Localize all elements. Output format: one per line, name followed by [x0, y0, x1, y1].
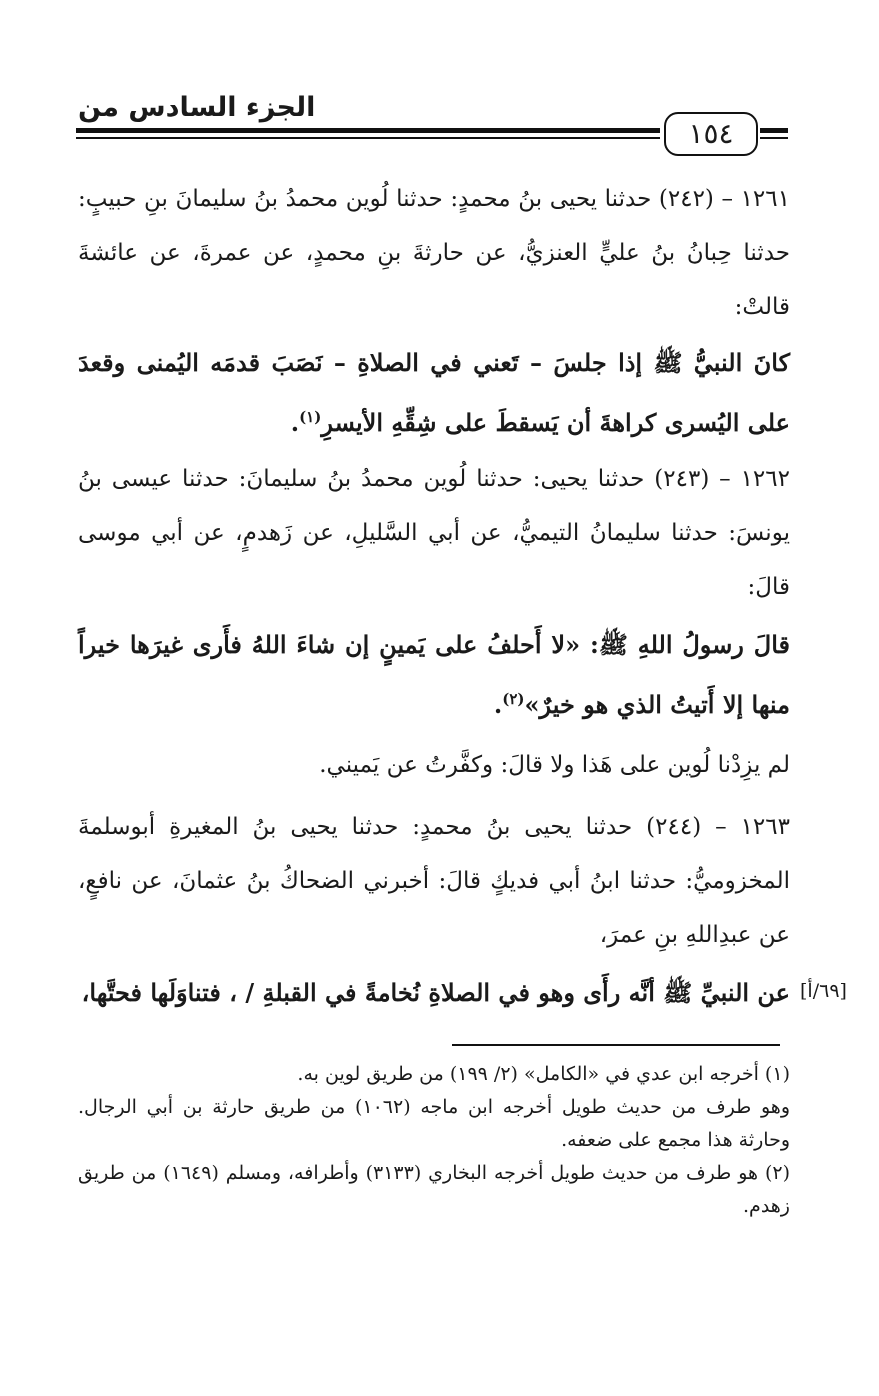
hadith-2-text: قالَ رسولُ اللهِ ﷺ: «لا أَحلفُ على يَمينٍ إن شاءَ اللهُ فأَرى غيرَها خيراً منها إلا أَتيتُ الذي هو خيرٌ»$^{(٢)}$. [78, 630, 790, 719]
footnote-2: (٢) هو طرف من حديث طويل أخرجه البخاري (٣١٣٣) وأطرافه، ومسلم (١٦٤٩) من طريق زهدم. [78, 1162, 790, 1217]
footnote-1: (١) أخرجه ابن عدي في «الكامل» (٢/ ١٩٩) من طريق لوين به. [297, 1063, 790, 1085]
hadith-2-matn: قالَ رسولُ اللهِ ﷺ: «لا أَحلفُ على يَمينٍ إن شاءَ اللهُ فأَرى غيرَها خيراً منها إلا أَتيتُ الذي هو خيرٌ» [78, 630, 790, 719]
manuscript-folio-note: [٦٩/أ] [800, 980, 847, 1002]
footnote-separator [452, 1044, 780, 1046]
hadith-3-chain: ١٢٦٣ – (٢٤٤) حدثنا يحيى بنُ محمدٍ: حدثنا يحيى بنُ المغيرةِ أبوسلمةَ المخزوميُّ: حدثنا ابنُ أبي فديكٍ قالَ: أخبرني الضحاكُ بنُ عثمانَ، عن نافعٍ، عن عبدِاللهِ بنِ عمرَ، [78, 814, 790, 948]
hadith-1-chain: ١٢٦١ – (٢٤٢) حدثنا يحيى بنُ محمدٍ: حدثنا لُوين محمدُ بنُ سليمانَ بنِ حبيبٍ: حدثنا حِبانُ بنُ عليٍّ العنزيُّ، عن حارثةَ بنِ محمدٍ، عن عمرةَ، عن عائشةَ قالتْ: [78, 186, 790, 320]
hadith-3-text: عن النبيِّ ﷺ أنَّه رأَى وهو في الصلاةِ نُخامةً في القبلةِ / ، فتناوَلَها فحتَّها، [81, 978, 790, 1007]
header-rule-thick [76, 128, 660, 133]
hadith-1-text: كانَ النبيُّ ﷺ إذا جلسَ – تَعني في الصلاةِ – نَصَبَ قدمَه اليُمنى وقعدَ على اليُسرى كراهةَ أن يَسقطَ على شِقِّهِ الأيسرِ$^{(١)}$. [78, 348, 790, 437]
footnote-1-continued: وهو طرف من حديث طويل أخرجه ابن ماجه (١٠٦٢) من طريق حارثة بن أبي الرجال. وحارثة هذا مجمع على ضعفه. [78, 1096, 790, 1151]
header-rule-thin [76, 137, 660, 139]
footnote-ref-2: (٢) [502, 690, 525, 708]
header-rule-right-thin [760, 137, 788, 139]
running-title: الجزء السادس من [78, 92, 316, 123]
hadith-2-comment: لم يزِدْنا لُوين على هَذا ولا قالَ: وكفَّرتُ عن يَميني. [319, 752, 790, 778]
header-rule-right-thick [760, 128, 788, 133]
footnote-ref-1: (١) [299, 408, 322, 426]
hadith-1-matn: كانَ النبيُّ ﷺ إذا جلسَ – تَعني في الصلاةِ – نَصَبَ قدمَه اليُمنى وقعدَ على اليُسرى كراهةَ أن يَسقطَ على شِقِّهِ الأيسرِ [78, 348, 790, 437]
page-number: ١٥٤ [664, 112, 758, 156]
footnotes [78, 1058, 790, 1223]
hadith-2-chain: ١٢٦٢ – (٢٤٣) حدثنا يحيى: حدثنا لُوين محمدُ بنُ سليمانَ: حدثنا عيسى بنُ يونسَ: حدثنا سليمانُ التيميُّ، عن أبي السَّليلِ، عن زَهدمٍ، عن أبي موسى قالَ: [78, 466, 790, 600]
